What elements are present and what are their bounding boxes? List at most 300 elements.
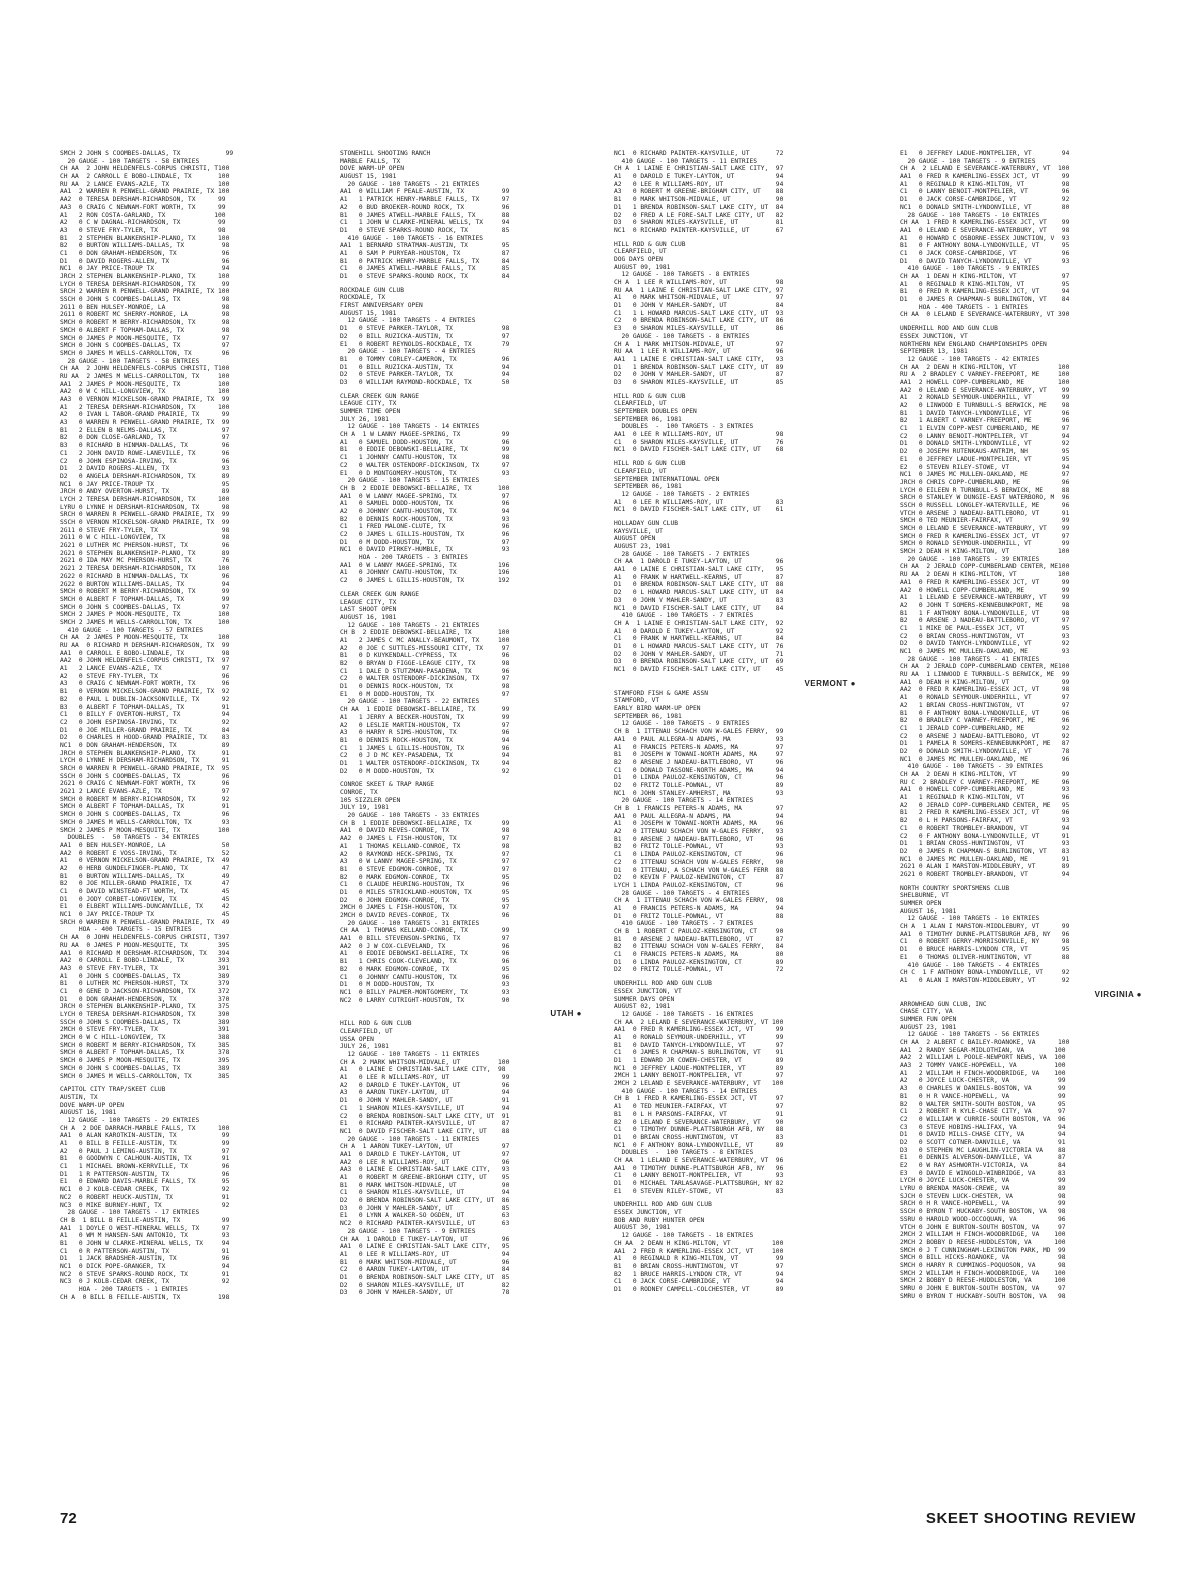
result-line: C2 0 JOHN ESPINOSA-IRVING, TX 96 — [60, 457, 230, 465]
result-line: B1 0 F ANTHONY BONA-LYNDONVILLE, VT 96 — [900, 709, 1070, 717]
result-line: 12 GAUGE - 100 TARGETS - 42 ENTRIES — [900, 355, 1040, 363]
result-line: 2MCH 1 LANNY BENOIT-MONTPELIER, VT 97 — [614, 1072, 784, 1080]
result-line: D3 0 SHARON MILES-KAYSVILLE, UT 81 — [614, 219, 784, 227]
result-line: C1 1 SHARON MILES-KAYSVILLE, UT 94 — [340, 1104, 510, 1112]
result-line: CAPITOL CITY TRAP/SKEET CLUB — [60, 1086, 166, 1094]
result-line: DOG DAYS OPEN — [614, 255, 663, 263]
result-line: AA1 0 CARROLL E BOBO-LINDALE, TX 98 — [60, 649, 230, 657]
result-line: SMCH 0 JAMES M WELLS-CARROLLTON, TX 93 — [60, 818, 230, 826]
result-line: A2 0 C W DAGNAL-RICHARDSON, TX 99 — [60, 219, 226, 227]
result-line: CLEARFIELD, UT — [614, 400, 667, 408]
result-line: CH B 2 EDDIE DEBOWSKI-BELLAIRE, TX 100 — [340, 484, 510, 492]
result-line: A1 0 REGINALD R KING-MILTON, VT 99 — [614, 1255, 784, 1263]
result-line: E1 0 ELBERT WILLIAMS-DUNCANVILLE, TX 42 — [60, 903, 230, 911]
result-line: NC1 0 JAMES MC MULLEN-OAKLAND, ME 96 — [900, 755, 1070, 763]
result-line: A1 0 SAMUEL DODD-HOUSTON, TX 96 — [340, 500, 510, 508]
result-line: ESSEX JUNCTION, VT — [614, 1209, 682, 1217]
result-line: A1 2 RON COSTA-GARLAND, TX 100 — [60, 211, 226, 219]
result-line: C1 1 L HOWARD MARCUS-SALT LAKE CITY, UT 93 — [614, 309, 784, 317]
result-line: 20 GAUGE - 100 TARGETS - 8 ENTRIES — [614, 332, 750, 340]
result-line: UNDERHILL ROD AND GUN CLUB — [900, 325, 998, 333]
result-line: B2 0 ARSENE J NADEAU-BATTLEBORO, VT 97 — [900, 617, 1070, 625]
result-line: SEPTEMBER INTERNATIONAL OPEN — [614, 475, 720, 483]
result-line: RU A 2 BRADLEY C VARNEY-FREEPORT, ME 100 — [900, 371, 1070, 379]
result-line: AA1 1 BERNARD STRATMAN-AUSTIN, TX 95 — [340, 242, 510, 250]
result-line: C1 1 MIKE DE PAUL-ESSEX JCT, VT 95 — [900, 624, 1070, 632]
result-line: AA2 0 JAMES L FISH-HOUSTON, TX 97 — [340, 835, 510, 843]
result-line: B1 1 CHRIS COOK-CLEVELAND, TX 96 — [340, 958, 510, 966]
result-line: D1 0 FRITZ TOLLE-POWNAL, VT 88 — [614, 912, 784, 920]
result-line: A2 0 STEVE FRY-TYLER, TX 96 — [60, 672, 230, 680]
result-line: SSCH 0 JOHN S COOMBES-DALLAS, TX 389 — [60, 1018, 230, 1026]
result-line: NC1 0 DAVID PIRKEY-HUMBLE, TX 93 — [340, 546, 510, 554]
result-line: D1 0 JOHN V MAHLER-SANDY, UT 91 — [340, 1097, 510, 1105]
result-line: 2G21 0 CRAIG C NEWNAM-FORT WORTH, TX 96 — [60, 780, 230, 788]
result-line: DOUBLES - 100 TARGETS - 8 ENTRIES — [614, 1149, 754, 1157]
result-line: MARBLE FALLS, TX — [340, 157, 401, 165]
result-line: C2 0 JAMES L GILLIS-HOUSTON, TX 192 — [340, 577, 510, 585]
result-line: BOB AND RUBY HUNTER OPEN — [614, 1216, 705, 1224]
result-line: AA1 0 DAVID REVES-CONROE, TX 98 — [340, 827, 510, 835]
result-line: SMCH 0 ROBERT M BERRY-RICHARDSON, TX 385 — [60, 1041, 230, 1049]
result-line: D1 0 JACK CORSE-CAMBRIDGE, VT 92 — [900, 196, 1070, 204]
result-line: SEPTEMBER 06, 1981 — [614, 483, 682, 491]
result-line: NC3 0 J KOLB-CEDAR CREEK, TX 92 — [60, 1278, 230, 1286]
result-line: D1 0 MICHAEL TARLASAVAGE-PLATTSBURGH, NY 82 — [614, 1180, 784, 1187]
result-line: STAMFORD, VT — [614, 697, 660, 705]
result-line: AA3 0 CRAIG C NEWNAM-FORT WORTH, TX 99 — [60, 203, 226, 211]
result-line: B2 0 LELAND E SEVERANCE-WATERBURY, VT 90 — [614, 1118, 784, 1126]
result-line: E1 0 EDWARD DAVIS-MARBLE FALLS, TX 95 — [60, 1178, 230, 1186]
result-line: CH A 0 BILL B FEILLE-AUSTIN, TX 198 — [60, 1293, 230, 1301]
result-line: LYCH 0 EILEEN R TURNBULL-S BERWICK, ME 88 — [900, 486, 1070, 494]
result-line: E1 0 STEVEN RILEY-STOWE, VT 83 — [614, 1187, 784, 1195]
result-line: B2 0 MARK EDGMON-CONROE, TX 95 — [340, 965, 510, 973]
result-line: NC1 0 F ANTHONY BONA-LYNDONVILLE, VT 89 — [614, 1141, 784, 1149]
result-line: A1 1 PATRICK HENRY-MARBLE FALLS, TX 97 — [340, 196, 510, 204]
result-line: B3 0 ALBERT F TOPHAM-DALLAS, TX 91 — [60, 703, 230, 711]
result-line: C1 0 ROBERT GERRY-MORRISONVILLE, NY 98 — [900, 938, 1070, 946]
result-line: AUSTIN, TX — [60, 1093, 98, 1101]
result-line: E1 0 DENNIS ALVERSON-DANVILLE, VA 87 — [900, 1154, 1066, 1162]
result-line: A2 0 ITTENAU SCHACH VON W-GALES FERRY, 93 — [614, 828, 784, 836]
result-line: AUGUST 15, 1981 — [340, 309, 397, 317]
result-line: C1 1 MICHAEL BROWN-KERRVILLE, TX 96 — [60, 1163, 230, 1171]
result-line: D3 0 SHARON MILES-KAYSVILLE, UT 85 — [614, 378, 784, 386]
result-line: 2G22 0 BURTON WILLIAMS-DALLAS, TX 94 — [60, 580, 230, 588]
result-line: LYRU 0 BRENDA MASON-CREWE, VA 89 — [900, 1185, 1066, 1193]
result-line: D1 0 DAVID TANYCH-LYNDONVILLE, VT 93 — [900, 257, 1070, 265]
result-line: AA2 0 TERESA DERSHAM-RICHARDSON, TX 99 — [60, 196, 226, 204]
result-line: C1 1 JERALD COPP-CUMBERLAND, ME 92 — [900, 724, 1070, 732]
result-line: RU AA 1 LINWOOD E TURNBULL-S BERWICK, ME 99 — [900, 671, 1070, 679]
result-line: 410 GAUGE - 100 TARGETS - 11 ENTRIES — [614, 157, 757, 165]
result-line: A2 0 JERALD COPP-CUMBERLAND CENTER, ME 95 — [900, 801, 1070, 809]
result-line: B2 0 WALTER SMITH-SOUTH BOSTON, VA 95 — [900, 1100, 1066, 1108]
result-line: B1 0 VERNON MICKELSON-GRAND PRAIRIE, TX 92 — [60, 688, 230, 696]
result-line: STONEHILL SHOOTING RANCH — [340, 150, 431, 157]
result-line: AA1 0 LELAND E SEVERANCE-WATERBURY, VT 98 — [900, 226, 1070, 234]
result-line: D1 0 JAMES R CHAPMAN-S BURLINGTON, VT 84 — [900, 296, 1070, 304]
result-line: CH A 2 LELAND E SEVERANCE-WATERBURY, VT 100 — [900, 165, 1070, 173]
result-line: CH AA 1 DEAN H KING-MILTON, VT 97 — [900, 273, 1070, 280]
result-line: A1 0 LEE R WILLIAMS-ROY, UT 99 — [340, 1074, 510, 1082]
result-line: AUGUST 15, 1981 — [340, 173, 397, 181]
result-line: 2MCH 0 JAMES L FISH-HOUSTON, TX 97 — [340, 904, 510, 912]
result-line: SMRU 0 BYRON T HUCKABY-SOUTH BOSTON, VA 98 — [900, 1292, 1066, 1300]
result-line: C1 1 JOHNNY CANTU-HOUSTON, TX 98 — [340, 454, 510, 462]
result-line: C2 0 LANNY BENOIT-MONTPELIER, VT 94 — [900, 432, 1070, 440]
result-line: SMCH 2 JAMES P MOON-MESQUITE, TX 100 — [60, 826, 230, 834]
result-line: A1 0 ALAN I MARSTON-MIDDLEBURY, VT 92 — [900, 976, 1070, 984]
result-line: D2 0 ANGELA DERSHAM-RICHARDSON, TX 89 — [60, 472, 230, 480]
result-line: B2 1 BRUCE HARRIS-LYNDON CTR, VT 94 — [614, 1270, 784, 1278]
result-line: LAST SHOOT OPEN — [340, 606, 397, 614]
result-line: NC1 0 JAY PRICE-TROUP TX 94 — [60, 265, 230, 273]
state-heading: VERMONT ● — [804, 678, 856, 688]
result-line: A1 1 THOMAS KELLAND-CONROE, TX 98 — [340, 842, 510, 850]
result-line: SMCH 0 LELAND E SEVERANCE-WATERBURY, VT 99 — [900, 525, 1070, 532]
result-line: B2 0 BURTON WILLIAMS-DALLAS, TX 98 — [60, 242, 230, 250]
result-line: B2 0 BRYAN D FIGGE-LEAGUE CITY, TX 98 — [340, 660, 510, 667]
results-column-1 — [60, 150, 312, 1450]
result-line: AA1 0 LEE R WILLIAMS-ROY, UT 98 — [614, 431, 784, 439]
result-line: RU AA 0 RICHARD M DERSHAM-RICHARDSON, TX 99 — [60, 642, 230, 649]
result-line: C2 0 WALTER OSTENDORF-DICKINSON, TX 97 — [340, 461, 510, 469]
result-line: B1 0 JOHN W CLARKE-MINERAL WELLS, TX 94 — [60, 1239, 230, 1247]
result-line: A1 0 BILL B FEILLE-AUSTIN, TX 99 — [60, 1140, 230, 1147]
result-line: SMCH 0 ROBERT M BERRY-RICHARDSON, TX 99 — [60, 588, 230, 596]
result-line: B2 0 DON CLOSE-GARLAND, TX 97 — [60, 434, 230, 442]
result-line: 2MCH 0 STEVE FRY-TYLER, TX 391 — [60, 1026, 230, 1034]
result-line: DOUBLES - 100 TARGETS - 3 ENTRIES — [614, 423, 754, 431]
result-line: NC1 0 DONALD SMITH-LYNDONVILLE, VT 80 — [900, 203, 1070, 211]
result-line: A1 0 TED MEUNIER-FAIRFAX, VT 97 — [614, 1103, 784, 1111]
result-line: 12 GAUGE - 100 TARGETS - 9 ENTRIES — [614, 720, 750, 728]
result-line: B2 0 L H PARSONS-FAIRFAX, VT 93 — [900, 817, 1070, 825]
result-line: B1 0 JAMES ATWELL-MARBLE FALLS, TX 88 — [340, 211, 510, 219]
result-line: 2G11 0 STEVE FRY-TYLER, TX 98 — [60, 526, 230, 534]
result-line: 20 GAUGE - 100 TARGETS - 21 ENTRIES — [340, 180, 480, 188]
result-line: NC1 0 JEFFREY LADUE-MONTPELIER, VT 89 — [614, 1064, 784, 1072]
result-line: A1 0 RONALD SEYMOUR-UNDERHILL, VT 99 — [614, 1033, 784, 1041]
result-line: SMCH 0 JOHN S COOMBES-DALLAS, TX 97 — [60, 603, 230, 611]
result-line: AA2 2 WILLIAM L POOLE-NEWPORT NEWS, VA 100 — [900, 1054, 1066, 1062]
result-line: A1 2 WILLIAM H FINCH-WOODBRIDGE, VA 100 — [900, 1069, 1066, 1077]
result-line: AUGUST OPEN — [614, 535, 656, 543]
result-line: SMCH 0 JOHN S COOMBES-DALLAS, TX 96 — [60, 811, 230, 819]
result-line: NC1 0 JAMES MC MULLEN-OAKLAND, ME 91 — [900, 855, 1070, 863]
result-line: AA2 0 FRED R KAMERLING-ESSEX JCT, VT 98 — [900, 686, 1070, 694]
result-line: D2 0 FRED A LE FORE-SALT LAKE CITY, UT 82 — [614, 211, 784, 219]
result-line: SMCH 0 TED MEUNIER-FAIRFAX, VT 99 — [900, 517, 1070, 525]
result-line: HOLLADAY GUN CLUB — [614, 519, 678, 527]
result-line: 20 GAUGE - 100 TARGETS - 33 ENTRIES — [340, 812, 480, 820]
page-number: 72 — [60, 1510, 77, 1527]
result-line: CH AA 2 JOHN HELDENFELS-CORPUS CHRISTI, T100 — [60, 365, 230, 373]
result-line: CH B 1 ITTENAU SCHACH VON W-GALES FERRY, 99 — [614, 728, 784, 736]
result-line: A2 0 JOE C SUTTLES-MISSOURI CITY, TX 97 — [340, 644, 510, 652]
result-line: VTCH 0 ARSENE J NADEAU-BATTLEBORO, VT 91 — [900, 509, 1070, 517]
result-line: A1 0 JOSEPH W TOWANI-NORTH ADAMS, MA 96 — [614, 820, 784, 828]
result-line: SUMMER TIME OPEN — [340, 408, 401, 415]
result-line: B1 0 TOMMY CORLEY-CAMERON, TX 96 — [340, 355, 510, 363]
result-line: C1 0 FRANCIS PETERS-N ADAMS, MA 80 — [614, 951, 784, 959]
result-line: 2G11 0 BEN HULSEY-MONROE, LA 98 — [60, 303, 230, 311]
result-line: D1 1 PAMELA R SOMERS-KENNEBUNKPORT, ME 87 — [900, 740, 1070, 748]
result-line: CH AA 2 DEAN H KING-MILTON, VT 99 — [900, 771, 1070, 778]
result-line: LEAGUE CITY, TX — [340, 400, 397, 408]
result-line: A1 0 FRANCIS PETERS-N ADAMS, MA 97 — [614, 743, 784, 751]
result-line: A3 0 STEVE FRY-TYLER, TX 98 — [60, 226, 226, 234]
result-line: NC2 0 STEVE SPARKS-ROUND ROCK, TX 91 — [60, 1270, 230, 1278]
result-line: C1 0 GENE D JACKSON-RICHARDSON, TX 372 — [60, 987, 230, 995]
result-line: 410 GAUGE - 100 TARGETS - 9 ENTRIES — [900, 265, 1040, 273]
result-line: SMCH 0 ALBERT F TOPHAM-DALLAS, TX 91 — [60, 803, 230, 811]
result-line: D2 0 STEVE PARKER-TAYLOR, TX 94 — [340, 371, 510, 379]
result-line: 12 GAUGE - 100 TARGETS - 29 ENTRIES — [60, 1116, 200, 1124]
result-line: 2G21 2 LANCE EVANS-AZLE, TX 97 — [60, 788, 230, 796]
result-line: SUMMER FUN OPEN — [900, 1015, 957, 1023]
result-line: D1 1 BRENDA ROBINSON-SALT LAKE CITY, UT 89 — [614, 363, 784, 371]
result-line: AUGUST 16, 1981 — [340, 613, 397, 621]
result-line: C1 0 JAMES R CHAPMAN-S BURLINGTON, VT 91 — [614, 1049, 784, 1057]
result-line: CH AA 1 EDDIE DEBOWSKI-BELLAIRE, TX 99 — [340, 706, 510, 714]
result-line: D2 0 KEVIN F PAULOZ-NEWINGTON, CT 87 — [614, 874, 784, 882]
result-line: AUGUST 09, 1981 — [614, 263, 671, 271]
result-line: NC1 0 RICHARD PAINTER-KAYSVILLE, UT 67 — [614, 226, 784, 234]
result-line: C2 0 WALTER OSTENDORF-DICKINSON, TX 97 — [340, 675, 510, 683]
result-line: SRCH 0 WARREN R PENWELL-GRAND PRAIRIE, TX 99 — [60, 511, 230, 519]
result-line: 28 GAUGE - 100 TARGETS - 17 ENTRIES — [60, 1209, 200, 1217]
result-line: SMCH 0 ALBERT F TOPHAM-DALLAS, TX 99 — [60, 595, 230, 603]
result-line: NORTHERN NEW ENGLAND CHAMPIONSHIPS OPEN — [900, 340, 1047, 348]
result-line: AA2 0 W C HILL-LONGVIEW, TX 100 — [60, 388, 230, 396]
result-line: D1 0 JOE MILLER-GRAND PRAIRIE, TX 84 — [60, 726, 230, 734]
result-line: NC1 0 JAMES MC MULLEN-OAKLAND, ME 97 — [900, 471, 1070, 479]
result-line: D1 0 M DODD-HOUSTON, TX 93 — [340, 981, 510, 989]
result-line: CLEARFIELD, UT — [614, 248, 667, 256]
result-line: 28 GAUGE - 100 TARGETS - 10 ENTRIES — [900, 211, 1040, 219]
result-line: C1 1 JOHN W CLARKE-MINERAL WELLS, TX 94 — [340, 219, 510, 227]
result-line: CH AA 2 DEAN H KING-MILTON, VT 100 — [614, 1239, 784, 1247]
result-line: NC1 0 RICHARD PAINTER-KAYSVILLE, UT 72 — [614, 150, 784, 157]
result-line: B1 0 FRED R KAMERLING-ESSEX JCT, VT 94 — [900, 288, 1070, 296]
result-line: D3 0 WILLIAM RAYMOND-ROCKDALE, TX 50 — [340, 378, 510, 386]
result-line: D2 0 JOSEPH RUTENKAUS-ANTRIM, NH 95 — [900, 448, 1070, 456]
result-line: SMCH 0 BILL HICKS-ROANOKE, VA 98 — [900, 1254, 1066, 1262]
result-line: LYCH 0 LYNNE H DERSHAM-RICHARDSON, TX 91 — [60, 757, 230, 765]
result-line: HILL ROD & GUN CLUB — [340, 1020, 412, 1028]
result-line: A1 0 REGINALD R KING-MILTON, VT 98 — [900, 180, 1070, 188]
result-line: B2 0 FRITZ TOLLE-POWNAL, VT 93 — [614, 843, 784, 851]
result-line: D1 0 STEVE SPARKS-ROUND ROCK, TX 85 — [340, 226, 510, 234]
result-line: A3 0 AARON TUKEY-LAYTON, UT 94 — [340, 1089, 510, 1097]
result-line: D1 0 BRIAN CROSS-HUNTINGTON, VT 83 — [614, 1133, 784, 1141]
result-line: A3 0 WARREN R PENWELL-GRAND PRAIRIE, TX 99 — [60, 419, 230, 427]
result-line: 2G21 0 ROBERT TROMBLEY-BRANDON, VT 94 — [900, 870, 1070, 878]
result-line: SEPTEMBER 06, 1981 — [614, 712, 682, 720]
result-line: D1 0 ITTENAU, A SCHACH VON W-GALES FERR 88 — [614, 866, 784, 874]
result-line: 28 GAUGE - 100 TARGETS - 4 ENTRIES — [614, 889, 750, 897]
result-line: D1 0 DENNIS ROCK-HOUSTON, TX 98 — [340, 683, 510, 691]
result-line: CONROE SKEET & TRAP RANGE — [340, 781, 435, 789]
result-line: RU AA 1 LAINE E CHRISTIAN-SALT LAKE CITY, 97 — [614, 286, 784, 294]
result-line: SHELBURNE, VT — [900, 892, 949, 900]
result-line: A2 1 BRIAN CROSS-HUNTINGTON, VT 97 — [900, 701, 1070, 709]
result-line: JULY 19, 1981 — [340, 804, 389, 812]
result-line: 20 GAUGE - 100 TARGETS - 4 ENTRIES — [340, 348, 476, 356]
result-line: AUGUST 30, 1981 — [614, 1224, 671, 1232]
result-line: SMCH 0 JAMES M WELLS-CARROLLTON, TX 96 — [60, 349, 230, 357]
result-line: AA3 0 STEVE FRY-TYLER, TX 391 — [60, 964, 230, 972]
result-line: C1 0 LANNY BENOIT-MONTPELIER, VT 96 — [900, 188, 1070, 196]
result-line: FIRST ANNIVERSARY OPEN — [340, 302, 423, 310]
result-line: D1 0 DAVID MILLS-CHASE CITY, VA 94 — [900, 1131, 1066, 1139]
result-line: B2 0 PAUL L DUBLIN-JACKSONVILLE, TX 92 — [60, 695, 230, 703]
result-line: C2 0 J D MC KEY-PASADENA, TX 94 — [340, 752, 510, 760]
result-line: UNDERHILL ROD AND GUN CLUB — [614, 980, 712, 988]
result-line: AA1 0 FRED R KAMERLING-ESSEX JCT, VT 99 — [900, 578, 1070, 586]
result-line: A3 0 HARRY R SIMS-HOUSTON, TX 96 — [340, 729, 510, 737]
result-line: C1 0 JAMES ATWELL-MARBLE FALLS, TX 85 — [340, 265, 510, 273]
result-line: B1 0 H R VANCE-HOPEWELL, VA 99 — [900, 1092, 1066, 1100]
result-line: NC2 0 ROBERT HEUCK-AUSTIN, TX 91 — [60, 1193, 230, 1201]
result-line: AA1 2 FRED R KAMERLING-ESSEX JCT, VT 100 — [614, 1247, 784, 1255]
result-line: B1 0 STEVE EDGMON-CONROE, TX 97 — [340, 865, 510, 873]
result-line: D1 0 BRENDA ROBINSON-SALT LAKE CITY, UT 88 — [614, 581, 784, 589]
result-line: D1 0 STEVE SPARKS-ROUND ROCK, TX 84 — [340, 273, 510, 280]
result-line: B1 0 BRIAN CROSS-HUNTINGTON, VT 97 — [614, 1262, 784, 1270]
results-column-3 — [614, 150, 866, 1450]
result-line: CH AA 2 LELAND E SEVERANCE-WATERBURY, VT 100 — [614, 1018, 784, 1026]
result-line: B1 0 DAVID TANYCH-LYNDONVILLE, VT 97 — [614, 1041, 784, 1049]
result-line: E1 0 M DODD-HOUSTON, TX 97 — [340, 690, 510, 698]
result-line: B1 2 ELLEN B NELMS-DALLAS, TX 97 — [60, 426, 230, 434]
result-line: AA1 0 HOWELL COPP-CUMBERLAND, ME 93 — [900, 786, 1070, 794]
result-line: SMCH 2 JAMES M WELLS-CARROLLTON, TX 100 — [60, 618, 230, 626]
result-line: D2 0 BRENDA ROBINSON-SALT LAKE CITY, UT 86 — [340, 1197, 510, 1205]
result-line: C1 1 ELVIN COPP-WEST CUMBERLAND, ME 97 — [900, 425, 1070, 433]
result-line: A3 0 CHARLES W DANIELS-BOSTON, VA 99 — [900, 1085, 1066, 1093]
result-line: SMCH 0 ALBERT F TOPHAM-DALLAS, TX 378 — [60, 1049, 230, 1057]
result-line: NC1 0 JAY PRICE-TROUP TX 45 — [60, 911, 230, 919]
result-line: NC1 0 DAVID FISCHER-SALT LAKE CITY, UT 45 — [614, 666, 784, 673]
result-line: SMCH 0 FRED R KAMERLING-ESSEX JCT, VT 97 — [900, 532, 1070, 540]
result-line: CH AA 1 FRED R KAMERLING-ESSEX JCT, VT 99 — [900, 219, 1070, 227]
result-line: AUGUST 23, 1981 — [900, 1023, 957, 1031]
result-line: C1 0 TIMOTHY DUNNE-PLATTSBURGH AFB, NY 88 — [614, 1126, 784, 1134]
result-line: SMCH 0 RONALD SEYMOUR-UNDERHILL, VT 99 — [900, 540, 1070, 548]
result-line: B2 0 ARSENE J NADEAU-BATTLEBORO, VT 96 — [614, 758, 784, 766]
result-line: B1 0 LUTHER MC PHERSON-HURST, TX 379 — [60, 980, 230, 988]
result-line: DOVE WARM-UP OPEN — [60, 1101, 124, 1109]
result-line: JRCH 0 STEPHEN BLANKENSHIP-PLANO, TX 91 — [60, 749, 230, 757]
result-line: 28 GAUGE - 100 TARGETS - 7 ENTRIES — [614, 550, 750, 558]
result-line: 105 SIZZLER OPEN — [340, 796, 401, 804]
result-line: SRCH 0 WARREN R PENWELL-GRAND PRAIRIE, TX 95 — [60, 765, 230, 772]
result-line: SMCH 0 ROBERT M BERRY-RICHARDSON, TX 92 — [60, 795, 230, 803]
result-line: NC1 0 DICK POPE-GRANGER, TX 94 — [60, 1263, 230, 1270]
result-line: A1 0 FRANK W HARTWELL-KEARNS, UT 87 — [614, 573, 784, 581]
result-line: 2G21 2 TERESA DERSHAM-RICHARDSON, TX 100 — [60, 565, 230, 573]
result-line: AA3 0 VERNON MICKELSON-GRAND PRAIRIE, TX 99 — [60, 396, 230, 403]
result-line: AA3 2 TOMMY VANCE-HOPEWELL, VA 100 — [900, 1062, 1066, 1070]
result-line: SMCH 0 ALBERT F TOPHAM-DALLAS, TX 98 — [60, 326, 230, 334]
result-line: CLEAR CREEK GUN RANGE — [340, 392, 420, 400]
result-line: D2 0 L HOWARD MARCUS-SALT LAKE CITY, UT 84 — [614, 589, 784, 597]
result-line: A3 0 CRAIG C NEWNAM-FORT WORTH, TX 96 — [60, 680, 230, 688]
result-line: B1 1 DAVID TANYCH-LYNDONVILLE, VT 96 — [900, 409, 1070, 417]
result-line: A1 0 LEE R WILLIAMS-ROY, UT 94 — [340, 1250, 510, 1258]
result-line: D1 0 DONALD SMITH-LYNDONVILLE, VT 92 — [900, 440, 1070, 448]
result-line: AA3 0 LAINE E CHRISTIAN-SALT LAKE CITY, 93 — [340, 1166, 510, 1174]
result-line: LYCH 0 TERESA DERSHAM-RICHARDSON, TX 99 — [60, 280, 230, 288]
result-line: EARLY BIRD WARM-UP OPEN — [614, 705, 701, 713]
result-line: E1 0 JEFFREY LADUE-MONTPELIER, VT 95 — [900, 455, 1070, 463]
result-line: C2 0 BRENDA ROBINSON-SALT LAKE CITY, UT 91 — [340, 1112, 510, 1120]
result-line: AA1 0 TIMOTHY DUNNE-PLATTSBURGH AFB, NY 96 — [614, 1164, 784, 1172]
result-line: A1 0 DAROLD E TUKEY-LAYTON, UT 94 — [614, 173, 784, 181]
result-line: LYCH 2 TERESA DERSHAM-RICHARDSON, TX 100 — [60, 495, 230, 503]
result-line: 20 GAUGE - 100 TARGETS - 15 ENTRIES — [340, 477, 480, 485]
result-line: A1 2 RONALD SEYMOUR-UNDERHILL, VT 99 — [900, 394, 1070, 402]
result-line: AUGUST 16, 1981 — [60, 1109, 117, 1117]
result-line: C1 0 SHARON MILES-KAYSVILLE, UT 76 — [614, 438, 784, 446]
result-line: SSCH 0 RUSSELL LONGLEY-WATERVILLE, ME 96 — [900, 501, 1070, 509]
result-line: A2 0 JOYCE LUCK-CHESTER, VA 99 — [900, 1077, 1066, 1085]
result-line: 2MCH 2 BOBBY D REESE-HUDDLESTON, VA 100 — [900, 1238, 1066, 1246]
result-line: B1 0 JOSEPH W TOWANI-NORTH ADAMS, MA 97 — [614, 751, 784, 759]
result-line: JULY 26, 1981 — [340, 415, 389, 423]
result-line: CH A 1 MARK WHITSON-MIDVALE, UT 97 — [614, 340, 784, 348]
result-line: C1 1 FRED MALONE-CLUTE, TX 96 — [340, 523, 510, 531]
result-line: LYCH 1 LINDA PAULOZ-KENSINGTON, CT 96 — [614, 881, 784, 889]
result-line: D1 0 BRENDA ROBINSON-SALT LAKE CITY, UT 85 — [340, 1273, 510, 1281]
result-line: B2 1 ALBERT C VARNEY-FREEPORT, ME 96 — [900, 417, 1070, 425]
result-line: C2 0 BRIAN CROSS-HUNTINGTON, VT 93 — [900, 632, 1070, 640]
result-line: D3 0 JOHN V MAHLER-SANDY, UT 78 — [340, 1289, 510, 1297]
result-line: CH AA 1 DAROLD E TUKEY-LAYTON, UT 96 — [614, 558, 784, 566]
result-line: E1 0 ROBERT REYNOLDS-ROCKDALE, TX 79 — [340, 340, 510, 348]
result-line: B2 0 JOE MILLER-GRAND PRAIRIE, TX 47 — [60, 880, 230, 888]
result-line: E3 0 SHARON MILES-KAYSVILLE, UT 86 — [614, 325, 784, 333]
result-line: SEPTEMBER 06, 1981 — [614, 415, 682, 423]
result-line: CLEARFIELD, UT — [340, 1027, 393, 1035]
result-line: USSA OPEN — [340, 1035, 374, 1043]
result-line: 2G21 0 IDA MAY MC PHERSON-HURST, TX 76 — [60, 557, 230, 565]
result-line: SMCH 2 DEAN H KING-MILTON, VT 100 — [900, 548, 1070, 556]
result-line: D1 1 BRIAN CROSS-HUNTINGTON, VT 93 — [900, 840, 1070, 848]
result-line: A1 0 HOWARD C OSBORNE-ESSEX JUNCTION, V 93 — [900, 234, 1070, 242]
result-line: D2 0 FRITZ TOLLE-POWNAL, VT 72 — [614, 966, 784, 974]
result-line: E1 0 LYNN A WALKER-SO OGDEN, UT 63 — [340, 1212, 510, 1220]
result-line: AA1 2 WARREN R PENWELL-GRAND PRAIRIE, TX 100 — [60, 188, 230, 196]
result-line: RU AA 2 JAMES M WELLS-CARROLLTON, TX 100 — [60, 372, 230, 380]
result-line: AA2 0 LELAND E SEVERANCE-WATERBURY, VT 99 — [900, 386, 1070, 394]
result-line: 12 GAUGE - 100 TARGETS - 8 ENTRIES — [614, 271, 750, 279]
result-line: AA2 0 HOWELL COPP-CUMBERLAND, ME 99 — [900, 586, 1070, 594]
result-line: C2 0 JAMES L GILLIS-HOUSTON, TX 96 — [340, 531, 510, 538]
result-line: SRCH 2 WARREN R PENWELL-GRAND PRAIRIE, TX 100 — [60, 288, 230, 296]
result-line: A2 0 HERB GUNDELFINGER-PLANO, TX 47 — [60, 864, 230, 872]
result-line: CH AA 2 ALBERT C BAILEY-ROANOKE, VA 100 — [900, 1039, 1070, 1046]
result-line: CH B 1 BILL B FEILLE-AUSTIN, TX 99 — [60, 1216, 230, 1224]
result-line: LYCH 0 JOYCE LUCK-CHESTER, VA 99 — [900, 1177, 1066, 1185]
result-line: A1 1 REGINALD R KING-MILTON, VT 96 — [900, 794, 1070, 802]
result-line: A1 0 MARK WHITSON-MIDVALE, UT 97 — [614, 294, 784, 302]
result-line: AA1 0 TIMOTHY DUNNE-PLATTSBURGH AFB, NY 96 — [900, 930, 1070, 938]
